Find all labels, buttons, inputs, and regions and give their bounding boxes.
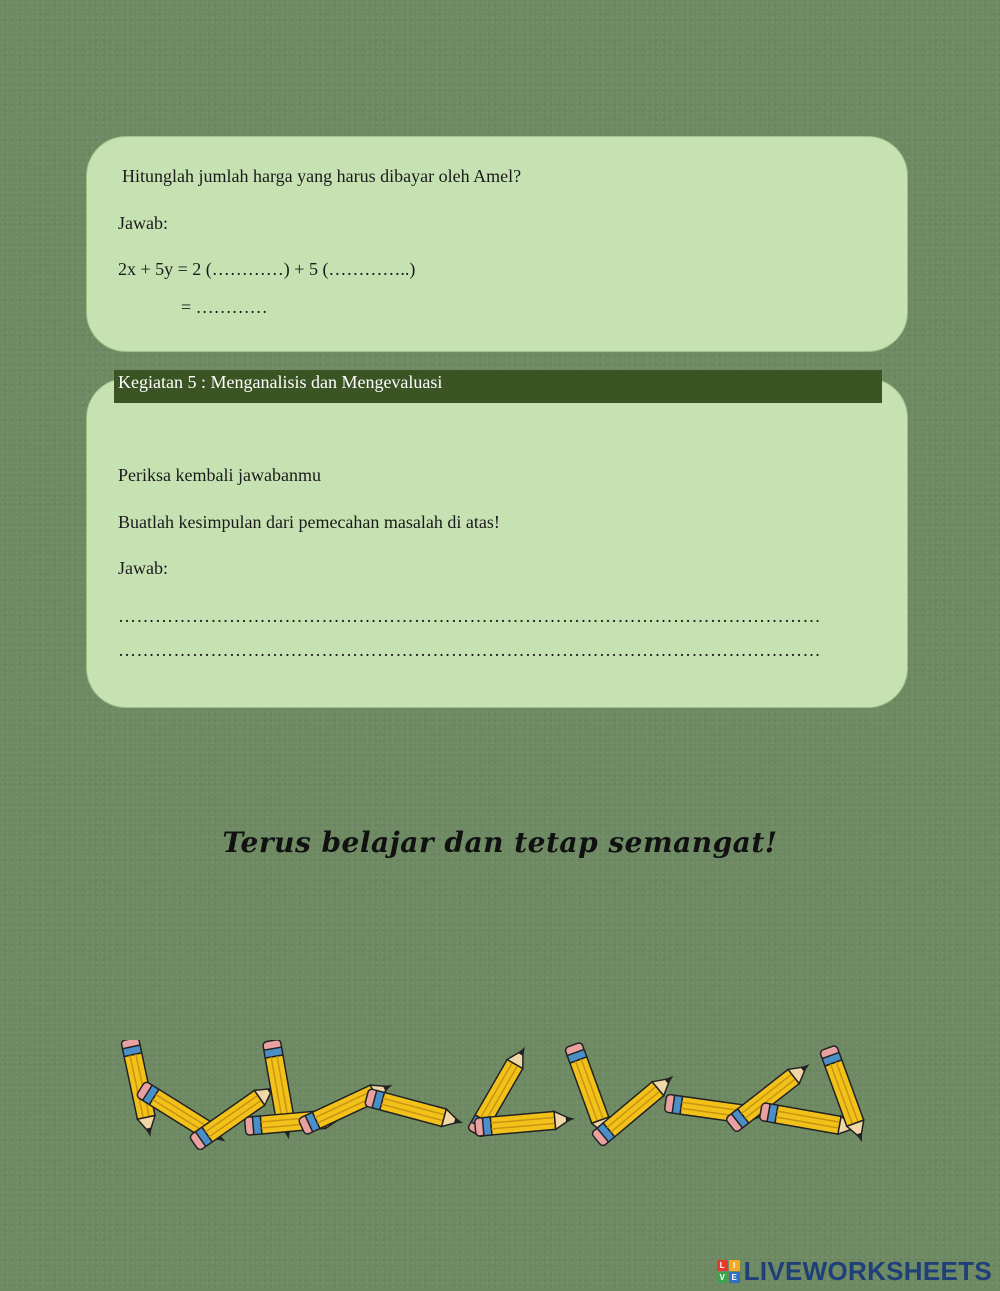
logo-text: LIVEWORKSHEETS [743, 1255, 992, 1286]
logo-letter: E [729, 1272, 740, 1283]
logo-letter: L [717, 1260, 728, 1271]
answer-label-2: Jawab: [118, 558, 168, 578]
question-text: Hitunglah jumlah harga yang harus dibayar oleh Amel? [122, 166, 522, 186]
instruction-conclusion: Buatlah kesimpulan dari pemecahan masalah di atas! [118, 512, 500, 532]
answer-line[interactable]: …………………………………………………………………………………………………… [118, 640, 821, 660]
answer-line[interactable]: …………………………………………………………………………………………………… [118, 606, 821, 626]
logo-mark [717, 1260, 740, 1283]
liveworksheets-logo [717, 1254, 992, 1288]
logo-letter: V [717, 1272, 728, 1283]
logo-letter: I [729, 1260, 740, 1271]
answer-label: Jawab: [118, 213, 168, 233]
activity-banner: Kegiatan 5 : Menganalisis dan Mengevaluasi [114, 370, 882, 403]
equation-result: = ………… [181, 297, 268, 317]
motivational-motto: Terus belajar dan tetap semangat! [222, 826, 778, 859]
pencil-border-icon [115, 1040, 885, 1150]
instruction-check: Periksa kembali jawabanmu [118, 465, 321, 485]
equation-line: 2x + 5y = 2 (…………) + 5 (…………..) [118, 259, 416, 279]
